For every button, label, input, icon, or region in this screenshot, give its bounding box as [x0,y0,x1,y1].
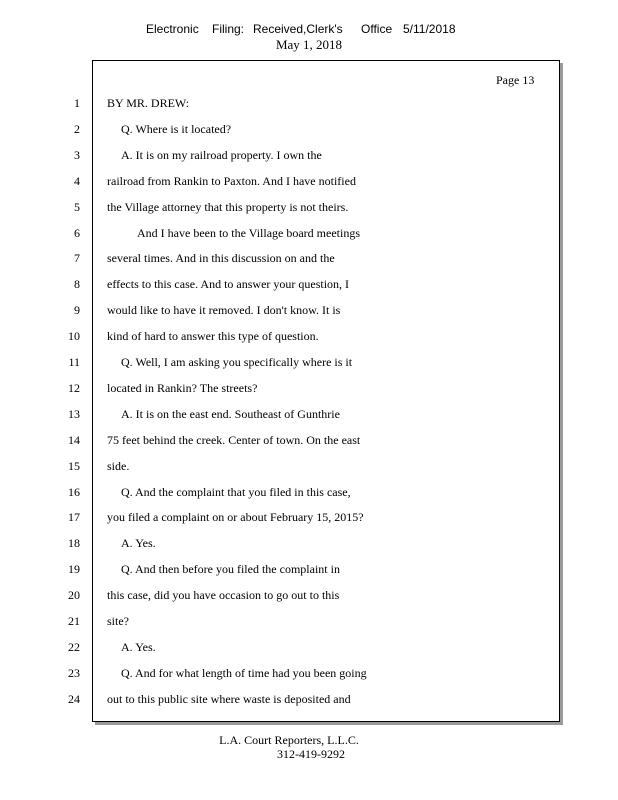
line-number: 20 [68,588,80,602]
line-number: 4 [74,174,80,188]
transcript-line: several times. And in this discussion on and the [107,251,335,265]
line-number: 17 [68,510,80,524]
line-number: 8 [74,277,80,291]
line-number: 13 [68,407,80,421]
transcript-date: May 1, 2018 [275,37,343,52]
line-number: 15 [68,459,80,473]
transcript-line: this case, did you have occasion to go out to this [107,588,340,602]
transcript-line: out to this public site where waste is deposited and [107,692,351,706]
transcript-line: And I have been to the Village board meetings [137,226,360,240]
transcript-line: site? [107,614,129,628]
transcript-line: Q. And the complaint that you filed in this case, [121,485,351,499]
line-number: 14 [68,433,80,447]
header-office: Office [361,22,393,36]
transcript-line: Q. Well, I am asking you specifically where is it [121,355,353,369]
line-number: 3 [74,148,80,162]
transcript-line: the Village attorney that this property is not theirs. [107,200,349,214]
header-filing: Filing: [212,22,245,36]
transcript-line: A. It is on my railroad property. I own the [121,148,322,162]
transcript-line: A. It is on the east end. Southeast of Gunthrie [121,407,340,421]
transcript-line: would like to have it removed. I don't know. It is [107,303,341,317]
transcript-line: A. Yes. [121,640,156,654]
line-number: 1 [74,96,80,110]
footer-phone: 312-419-9292 [277,747,345,761]
line-number: 18 [68,536,80,550]
transcript-line: Q. And then before you filed the complaint in [121,562,340,576]
transcript-line: you filed a complaint on or about February 15, 2015? [107,510,364,524]
line-number: 9 [74,303,80,317]
footer-company: L.A. Court Reporters, L.L.C. [219,733,359,747]
page-number: Page 13 [496,73,535,87]
transcript-line: 75 feet behind the creek. Center of town. On the east [107,433,361,447]
transcript-line: effects to this case. And to answer your question, I [107,277,350,291]
line-number: 5 [74,200,80,214]
line-number: 22 [68,640,80,654]
transcript-line: BY MR. DREW: [107,96,190,110]
line-number: 19 [68,562,80,576]
line-number: 12 [68,381,80,395]
transcript-line: Q. Where is it located? [121,122,232,136]
transcript-line: side. [107,459,130,473]
line-number: 23 [68,666,80,680]
line-number: 10 [68,329,80,343]
transcript-line: Q. And for what length of time had you been going [121,666,367,680]
header-received: Received,Clerk's [253,22,343,36]
line-number: 11 [68,355,80,369]
line-number: 6 [74,226,80,240]
header-filed-date: 5/11/2018 [403,22,456,36]
line-number: 16 [68,485,80,499]
transcript-line: kind of hard to answer this type of question. [107,329,319,343]
transcript-line: A. Yes. [121,536,156,550]
transcript-line: located in Rankin? The streets? [107,381,258,395]
line-number: 7 [74,251,80,265]
header-electronic: Electronic [146,22,199,36]
line-number: 24 [68,692,80,706]
transcript-line: railroad from Rankin to Paxton. And I have notified [107,174,356,188]
line-number: 2 [74,122,80,136]
line-number: 21 [68,614,80,628]
